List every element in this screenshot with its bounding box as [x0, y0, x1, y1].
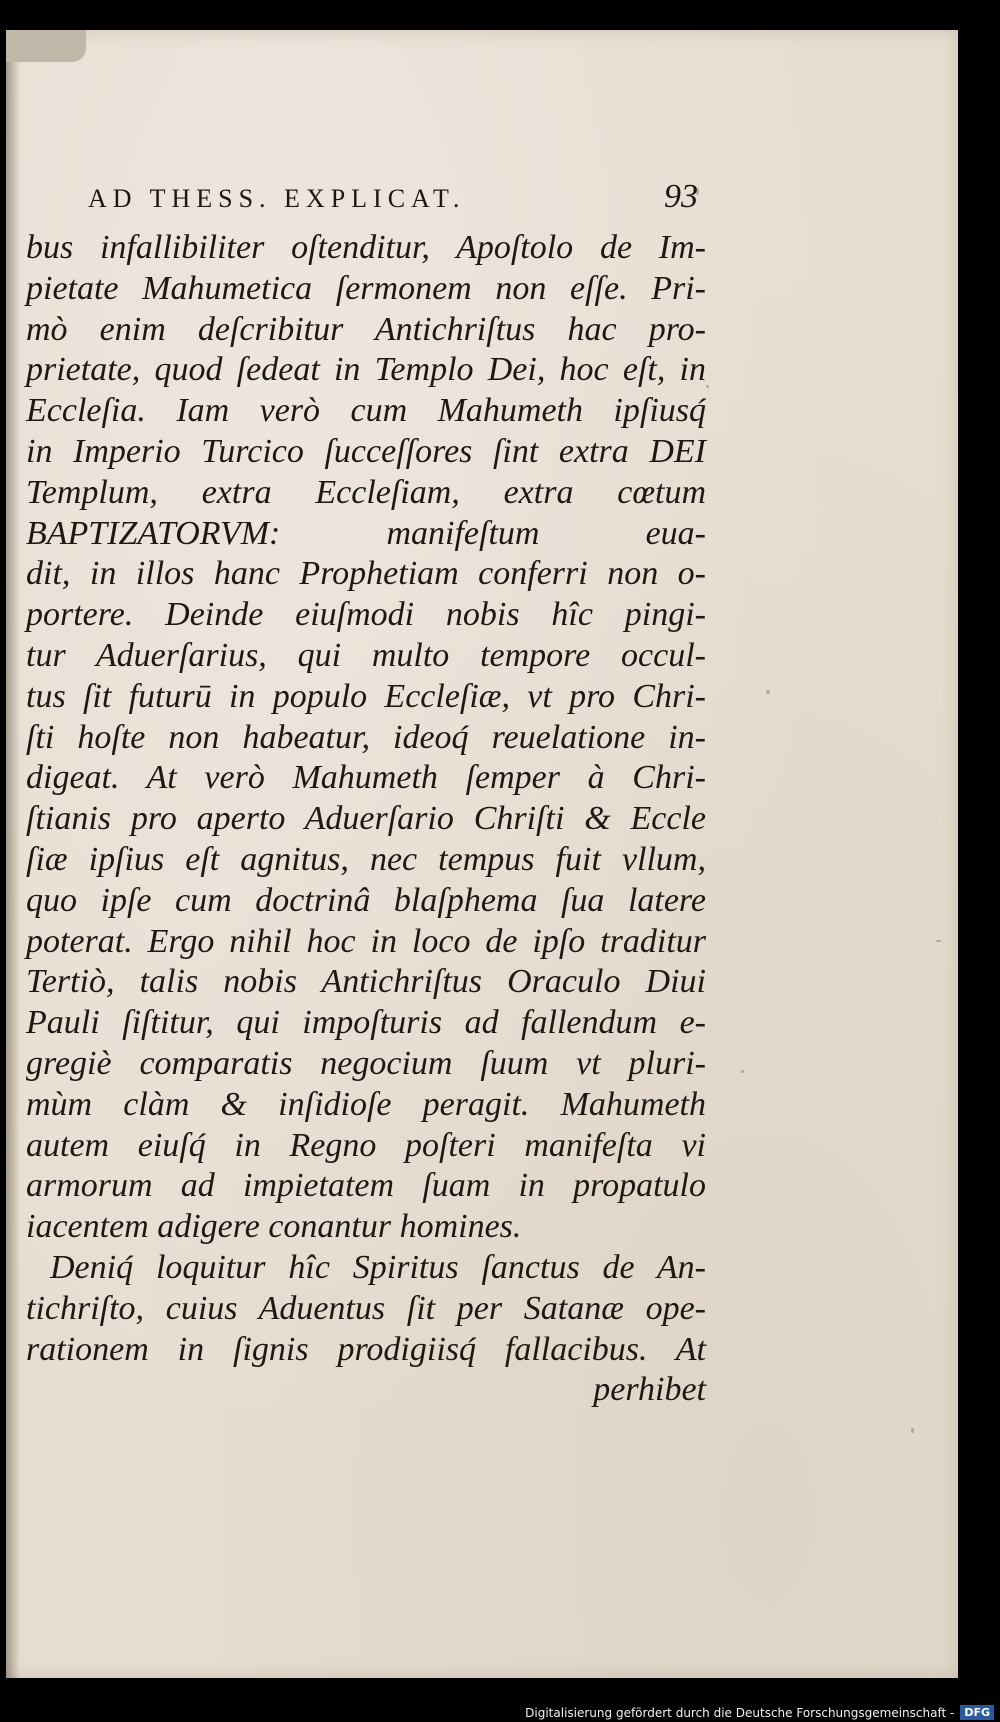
paper-speck — [936, 940, 941, 942]
page-number: 93 — [664, 178, 698, 215]
text-line: tur Aduerſarius, qui multo tempore occul- — [26, 636, 706, 674]
text-line: in Imperio Turcico ſucceſſores ſint extra DEI — [26, 432, 706, 470]
paper-speck — [911, 1428, 914, 1433]
text-line: BAPTIZATORVM: manifeſtum eua- — [26, 514, 706, 552]
text-line: mùm clàm & inſidioſe peragit. Mahumeth — [26, 1085, 706, 1123]
paper-speck — [766, 690, 770, 694]
text-line: bus infallibiliter oſtenditur, Apoſtolo de Im- — [26, 229, 706, 266]
text-line: digeat. At verò Mahumeth ſemper à Chri- — [26, 759, 706, 797]
paper-speck — [741, 1070, 744, 1073]
text-line: ſtianis pro aperto Aduerſario Chriſti & Eccle — [26, 800, 706, 838]
text-line: armorum ad impietatem ſuam in propatulo — [26, 1167, 706, 1205]
text-line: prietate, quod ſedeat in Templo Dei, hoc eſt, in — [26, 351, 706, 389]
binding-shadow — [6, 30, 20, 1678]
text-line: dit, in illos hanc Prophetiam conferri non o- — [26, 555, 706, 593]
text-line: ſti hoſte non habeatur, ideoq́ reuelatione in- — [26, 718, 706, 756]
text-line: poterat. Ergo nihil hoc in loco de ipſo traditur — [26, 922, 706, 960]
text-line: Tertiò, talis nobis Antichriſtus Oraculo Diui — [26, 963, 706, 1001]
text-line: tichriſto, cuius Aduentus ſit per Satanæ ope- — [26, 1289, 706, 1327]
text-line: Templum, extra Eccleſiam, extra cœtum — [26, 473, 706, 511]
text-line: mò enim deſcribitur Antichriſtus hac pro- — [26, 310, 706, 348]
text-line: autem eiuſq́ in Regno poſteri manifeſta vi — [26, 1126, 706, 1164]
text-line: gregiè comparatis negocium ſuum vt pluri- — [26, 1044, 706, 1082]
text-line: ſiæ ipſius eſt agnitus, nec tempus fuit vllum, — [26, 840, 706, 878]
page-corner-tab — [6, 30, 86, 62]
digitization-credit — [525, 1705, 994, 1720]
text-line: quo ipſe cum doctrinâ blaſphema ſua latere — [26, 881, 706, 919]
text-line: pietate Mahumetica ſermonem non eſſe. Pri- — [26, 269, 706, 307]
body-text — [26, 228, 706, 1411]
running-head-title: AD THESS. EXPLICAT. — [88, 184, 466, 213]
paper-speck — [706, 385, 709, 388]
book-page — [6, 30, 958, 1678]
catchword: perhibet — [593, 1371, 706, 1409]
credit-text: Digitalisierung gefördert durch die Deutsche Forschungsgemeinschaft - — [525, 1705, 955, 1720]
text-line-paragraph-start: Deniq́ loquitur hîc Spiritus ſanctus de An- — [50, 1248, 706, 1286]
text-line: portere. Deinde eiuſmodi nobis hîc pingi- — [26, 596, 706, 634]
text-line-paragraph-end: iacentem adigere conantur homines. — [26, 1208, 522, 1246]
dfg-logo: DFG — [960, 1705, 994, 1720]
text-line: rationem in ſignis prodigiisq́ fallacibus. At — [26, 1330, 706, 1368]
running-head — [88, 178, 698, 216]
text-line: Eccleſia. Iam verò cum Mahumeth ipſiusq́ — [26, 392, 706, 430]
text-line: Pauli ſiſtitur, qui impoſturis ad fallendum e- — [26, 1004, 706, 1042]
text-line: tus ſit futurū in populo Eccleſiæ, vt pro Chri- — [26, 677, 706, 715]
